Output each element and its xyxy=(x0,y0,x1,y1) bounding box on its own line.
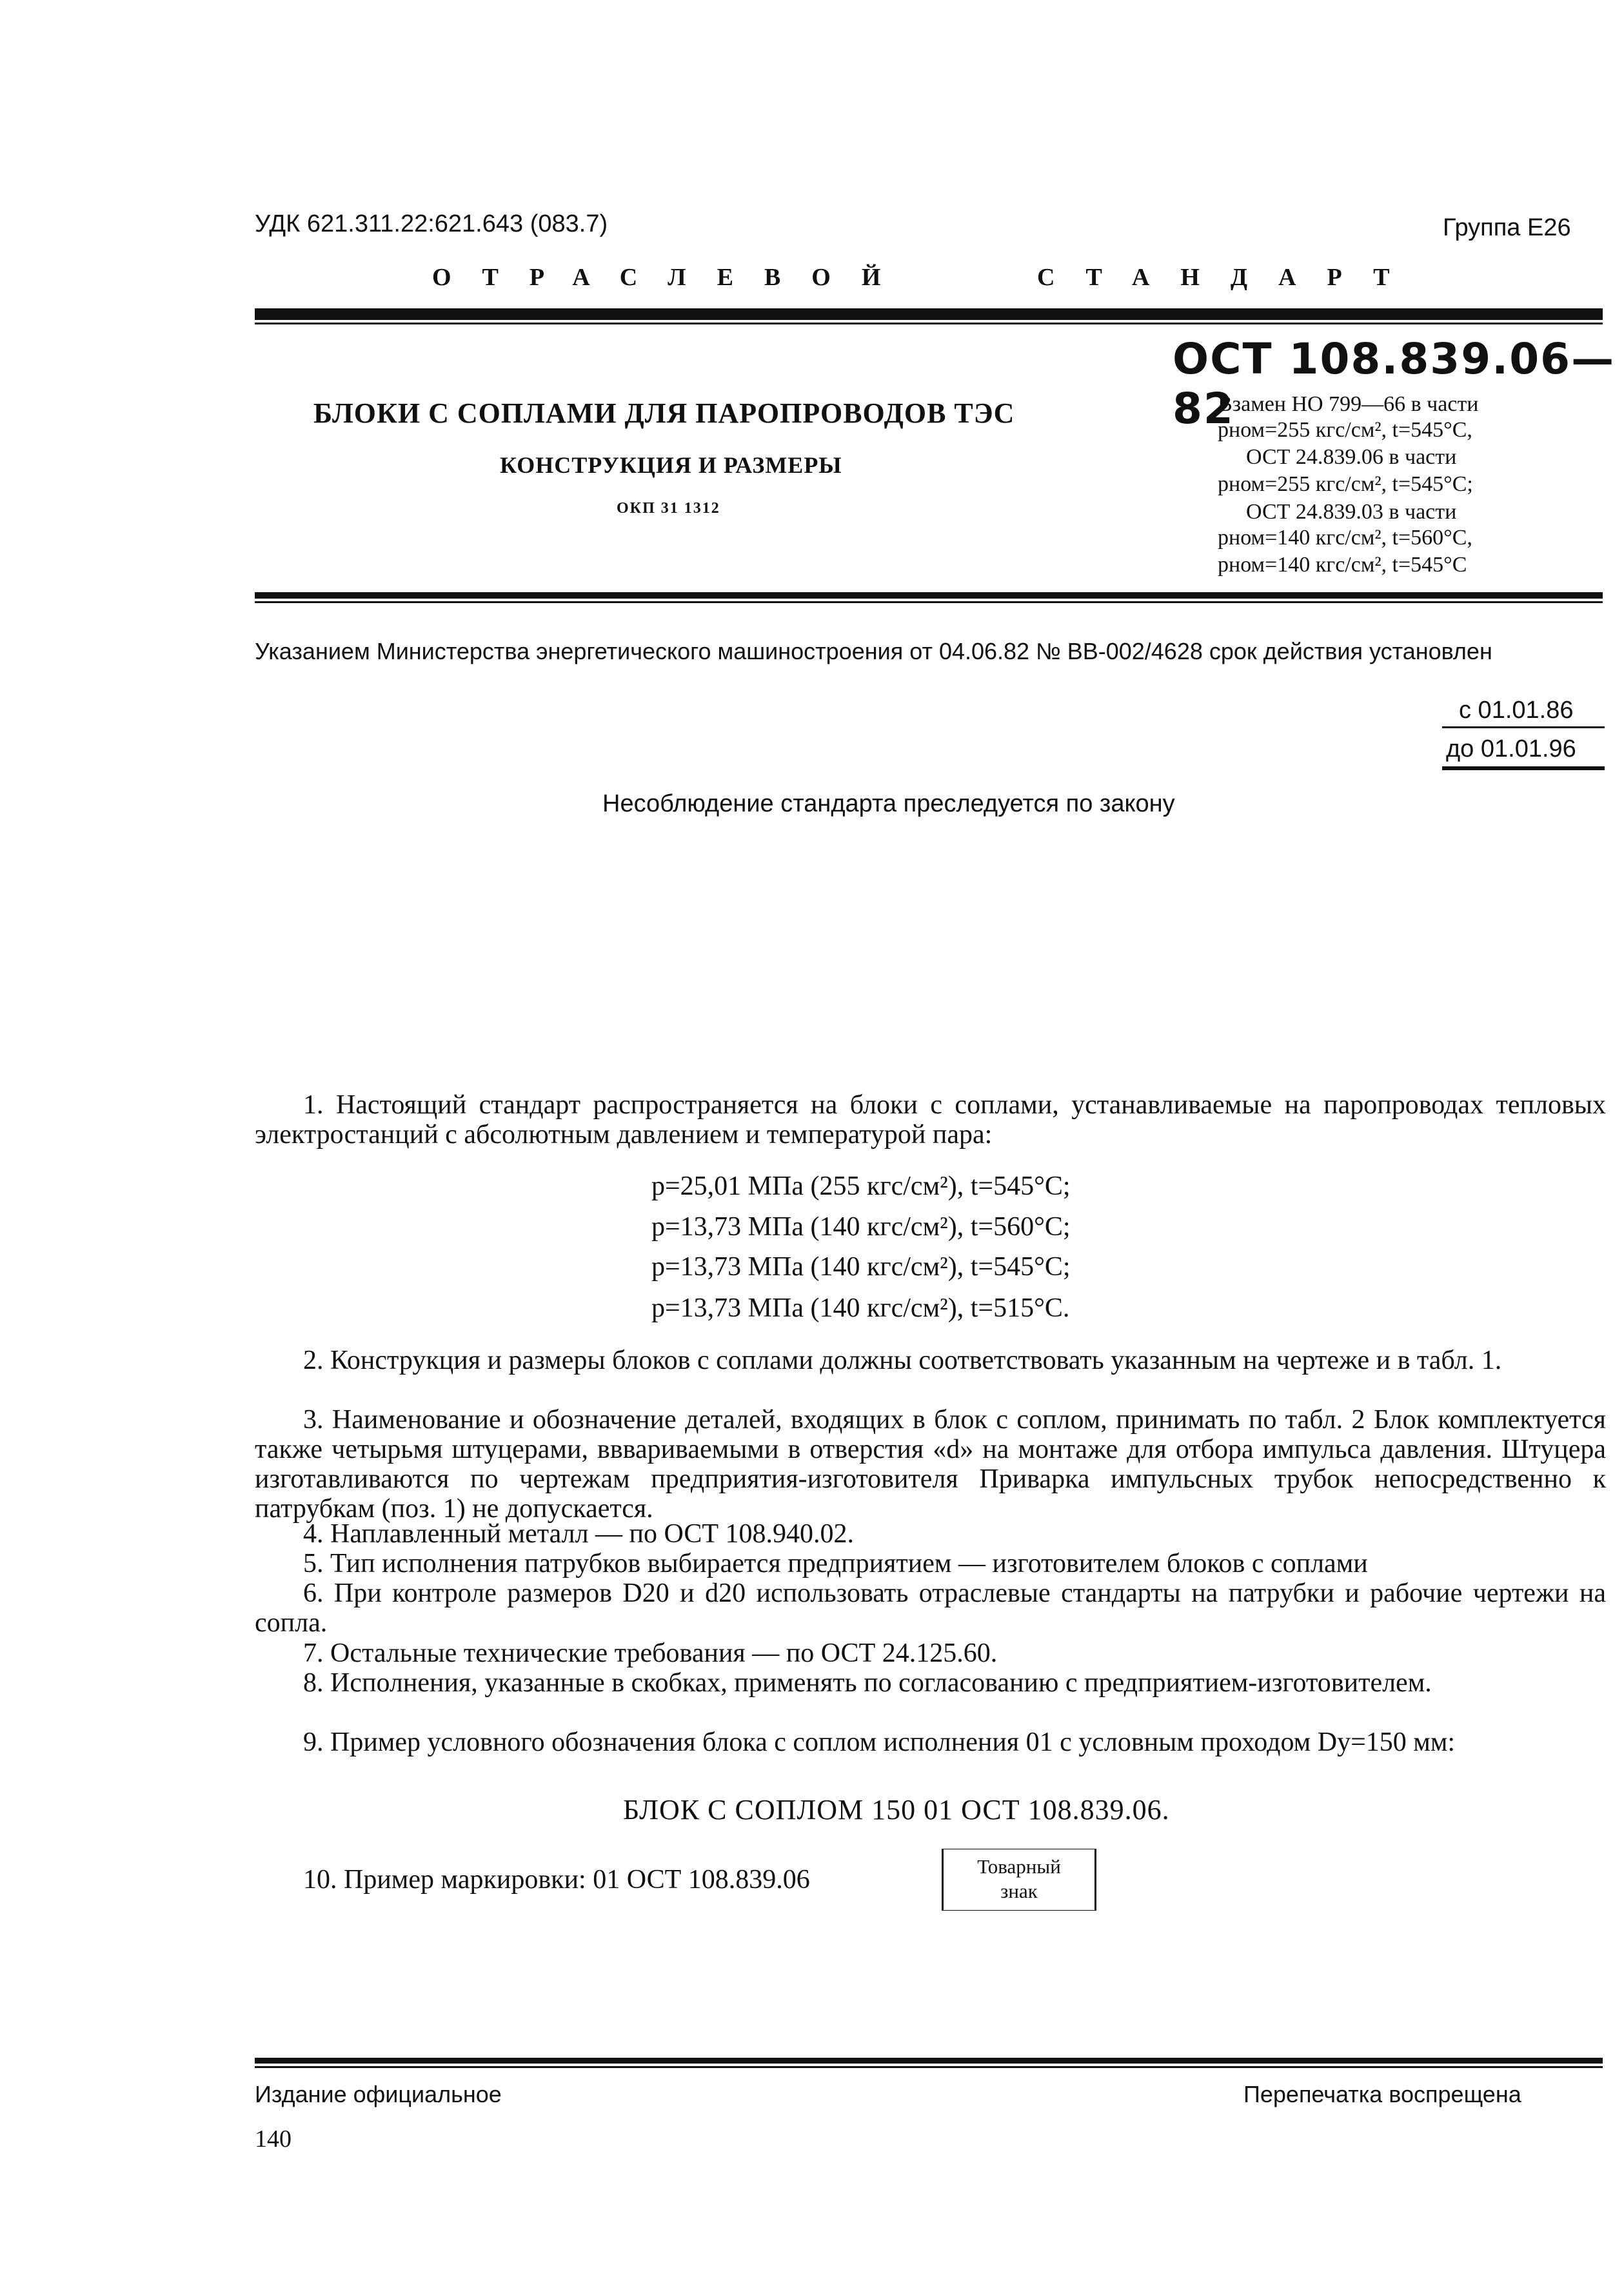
category-word-industry: ОТРАСЛЕВОЙ xyxy=(432,264,912,291)
replaces-line: pном=140 кгс/см², t=560°C, xyxy=(1218,526,1472,550)
replaces-line: ОСТ 24.839.03 в части xyxy=(1246,500,1457,524)
okp-code: ОКП 31 1312 xyxy=(617,500,720,517)
footer-thick-rule xyxy=(255,2058,1603,2064)
replaces-line: pном=140 кгс/см², t=545°C xyxy=(1218,553,1467,577)
group-code: Группа Е26 xyxy=(1443,214,1571,241)
edition-label: Издание официальное xyxy=(255,2081,502,2107)
trademark-box xyxy=(942,1849,1096,1911)
designation-example: БЛОК С СОПЛОМ 150 01 ОСТ 108.839.06. xyxy=(623,1794,1170,1826)
reprint-notice: Перепечатка воспрещена xyxy=(1243,2081,1521,2107)
paragraph-10: 10. Пример маркировки: 01 ОСТ 108.839.06 xyxy=(303,1865,810,1895)
document-subtitle: КОНСТРУКЦИЯ И РАЗМЕРЫ xyxy=(500,452,842,478)
penalty-notice: Несоблюдение стандарта преследуется по закону xyxy=(602,790,1175,817)
trademark-label: Товарный xyxy=(977,1855,1061,1878)
paragraph-8: 8. Исполнения, указанные в скобках, применять по согласованию с предприятием-изготовителем. xyxy=(303,1668,1432,1698)
validity-date-to: до 01.01.96 xyxy=(1446,735,1576,762)
formula-line: p=13,73 МПа (140 кгс/см²), t=560°С; xyxy=(651,1212,1071,1242)
validity-decree: Указанием Министерства энергетического машиностроения от 04.06.82 № ВВ-002/4628 срок действия установлен xyxy=(255,638,1492,664)
trademark-label: знак xyxy=(1000,1880,1038,1902)
paragraph-1: 1. Настоящий стандарт распространяется на блоки с соплами, устанавливаемые на паропроводах тепловых электростанций с абсолютным давлением и температурой пара: xyxy=(255,1090,1606,1149)
date-underline xyxy=(1442,726,1605,728)
paragraph-9: 9. Пример условного обозначения блока с соплом исполнения 01 с условным проходом Dу=150 мм: xyxy=(303,1727,1456,1757)
paragraph-7: 7. Остальные технические требования — по ОСТ 24.125.60. xyxy=(303,1638,998,1668)
replaces-line: pном=255 кгс/см², t=545°C; xyxy=(1218,472,1473,496)
replaces-line: pном=255 кгс/см², t=545°C, xyxy=(1218,418,1472,442)
middle-thin-rule xyxy=(255,601,1603,603)
replaces-line: ОСТ 24.839.06 в части xyxy=(1246,445,1457,469)
formula-line: p=25,01 МПа (255 кгс/см²), t=545°С; xyxy=(651,1171,1071,1201)
top-thin-rule xyxy=(255,323,1603,324)
category-word-standard: СТАНДАРТ xyxy=(1037,264,1421,291)
formula-line: p=13,73 МПа (140 кгс/см²), t=545°С; xyxy=(651,1252,1071,1282)
paragraph-5: 5. Тип исполнения патрубков выбирается предприятием — изготовителем блоков с соплами xyxy=(303,1549,1368,1578)
replaces-line: Взамен НО 799—66 в части xyxy=(1218,392,1479,416)
footer-thin-rule xyxy=(255,2066,1603,2068)
paragraph-2: 2. Конструкция и размеры блоков с соплами должны соответствовать указанным на чертеже и в табл. 1. xyxy=(303,1346,1502,1375)
date-underline xyxy=(1442,766,1605,770)
validity-date-from: с 01.01.86 xyxy=(1459,697,1574,724)
formula-line: p=13,73 МПа (140 кгс/см²), t=515°С. xyxy=(651,1293,1070,1323)
middle-thick-rule xyxy=(255,592,1603,599)
paragraph-4: 4. Наплавленный металл — по ОСТ 108.940.02. xyxy=(303,1519,855,1549)
top-thick-rule xyxy=(255,308,1603,320)
standard-number: ОСТ 108.839.06—82 xyxy=(1173,334,1616,433)
page-number: 140 xyxy=(255,2125,292,2153)
paragraph-6: 6. При контроле размеров D20 и d20 использовать отраслевые стандарты на патрубки и рабочие чертежи на сопла. xyxy=(255,1578,1606,1638)
udk-code: УДК 621.311.22:621.643 (083.7) xyxy=(255,210,608,237)
paragraph-3: 3. Наименование и обозначение деталей, входящих в блок с соплом, принимать по табл. 2 Блок комплектуется также четырьмя штуцерами, вввариваемыми в отверстия «d» на монтаже для отбора импульса давления. Штуцера изготавливаются по чертежам предприятия-изготовителя Приварка импульсных трубок непосредственно к патрубкам (поз. 1) не допускается. xyxy=(255,1405,1606,1524)
document-title: БЛОКИ С СОПЛАМИ ДЛЯ ПАРОПРОВОДОВ ТЭС xyxy=(313,397,1015,429)
